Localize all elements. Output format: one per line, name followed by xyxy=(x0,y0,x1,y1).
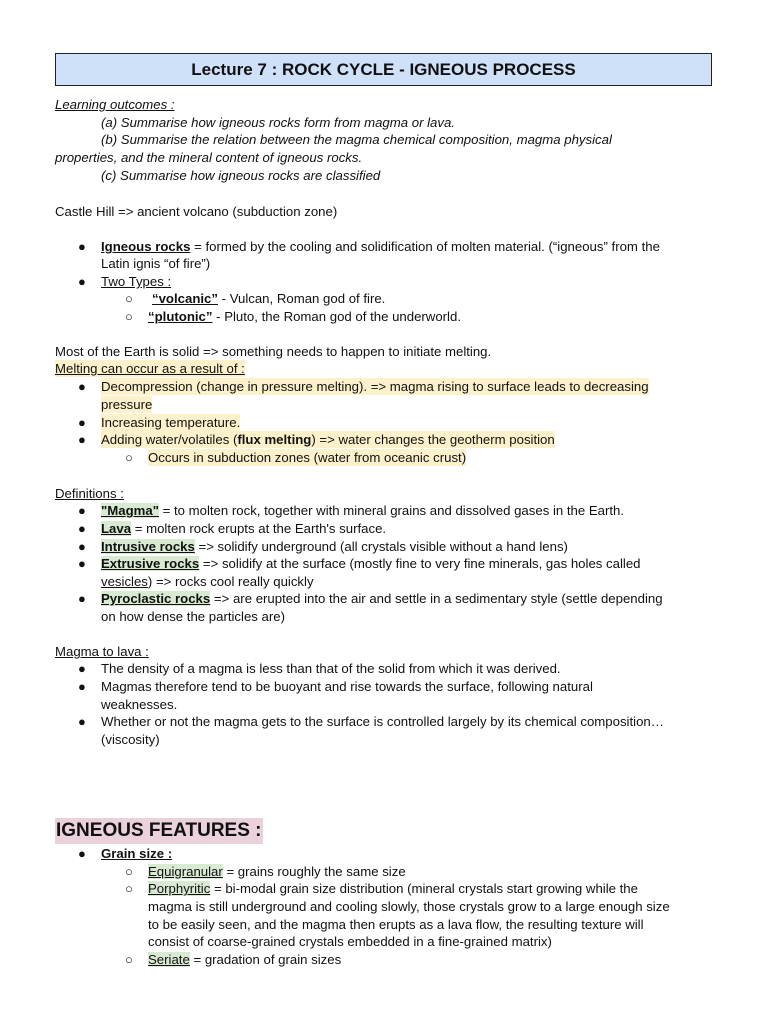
pyroclastic-def: => are erupted into the air and settle in a sedimentary style (settle depending xyxy=(210,591,663,606)
plutonic-desc: - Pluto, the Roman god of the underworld. xyxy=(212,309,461,324)
volcanic-line xyxy=(152,290,385,307)
bullet-icon: ● xyxy=(78,714,86,729)
bullet-icon: ● xyxy=(78,846,86,861)
sub-bullet-icon: ○ xyxy=(125,952,133,967)
grain-size-label: Grain size : xyxy=(101,846,173,861)
bullet-icon: ● xyxy=(78,521,86,536)
flux-melting-term: flux melting xyxy=(237,432,312,447)
sub-bullet-icon: ○ xyxy=(125,309,133,324)
buoyant-point-line2: weaknesses. xyxy=(101,697,178,712)
extrusive-definition-line1 xyxy=(101,555,641,572)
two-types-label: Two Types : xyxy=(101,274,172,289)
magma-definition xyxy=(101,502,624,519)
extrusive-definition-line2 xyxy=(101,573,314,590)
igneous-features-heading: IGNEOUS FEATURES : xyxy=(55,818,263,844)
intrusive-term: Intrusive rocks xyxy=(101,539,195,554)
equigranular-def: = grains roughly the same size xyxy=(222,864,406,879)
equigranular-line xyxy=(148,863,406,880)
volcanic-term: “volcanic” xyxy=(152,291,218,306)
composition-point-line2: (viscosity) xyxy=(101,732,160,747)
equigranular-term: Equigranular xyxy=(148,864,223,879)
bullet-icon: ● xyxy=(78,415,86,430)
extrusive-def-2: ) => rocks cool really quickly xyxy=(147,574,314,589)
water-pre: Adding water/volatiles ( xyxy=(101,432,238,447)
bullet-icon: ● xyxy=(78,432,86,447)
porphyritic-line3: to be easily seen, and the magma then erupts as a lava flow, the resulting texture will xyxy=(148,917,644,932)
bullet-icon: ● xyxy=(78,274,86,289)
page-title: Lecture 7 : ROCK CYCLE - IGNEOUS PROCESS xyxy=(191,59,576,79)
sub-bullet-icon: ○ xyxy=(125,881,133,896)
temperature-line: Increasing temperature. xyxy=(101,415,241,430)
bullet-icon: ● xyxy=(78,379,86,394)
igneous-definition-line1 xyxy=(101,238,660,255)
plutonic-term: “plutonic” xyxy=(148,309,213,324)
pyroclastic-term: Pyroclastic rocks xyxy=(101,591,211,606)
pyroclastic-definition-line1 xyxy=(101,590,663,607)
composition-point-line1: Whether or not the magma gets to the surface is controlled largely by its chemical composition… xyxy=(101,714,664,729)
intrusive-def: => solidify underground (all crystals visible without a hand lens) xyxy=(194,539,568,554)
bullet-icon: ● xyxy=(78,556,86,571)
definitions-heading: Definitions : xyxy=(55,486,124,501)
igneous-def: = formed by the cooling and solidification of molten material. (“igneous” from the xyxy=(190,239,660,254)
decompression-line1: Decompression (change in pressure melting). => magma rising to surface leads to decreasing xyxy=(101,379,649,394)
seriate-line xyxy=(148,951,341,968)
outcome-b-line1: (b) Summarise the relation between the magma chemical composition, magma physical xyxy=(101,132,612,147)
outcome-a: (a) Summarise how igneous rocks form from magma or lava. xyxy=(101,115,455,130)
seriate-def: = gradation of grain sizes xyxy=(189,952,342,967)
pyroclastic-definition-line2: on how dense the particles are) xyxy=(101,609,286,624)
melting-intro: Most of the Earth is solid => something needs to happen to initiate melting. xyxy=(55,344,492,359)
bullet-icon: ● xyxy=(78,661,86,676)
outcome-c: (c) Summarise how igneous rocks are classified xyxy=(101,168,381,183)
title-box xyxy=(55,53,712,86)
magma-to-lava-heading: Magma to lava : xyxy=(55,644,149,659)
sub-bullet-icon: ○ xyxy=(125,291,133,306)
lava-term: Lava xyxy=(101,521,132,536)
igneous-term: Igneous rocks xyxy=(101,239,191,254)
vesicles-term: vesicles xyxy=(101,574,148,589)
lava-definition xyxy=(101,520,386,537)
extrusive-term: Extrusive rocks xyxy=(101,556,200,571)
water-post: ) => water changes the geotherm position xyxy=(311,432,555,447)
melting-heading: Melting can occur as a result of : xyxy=(55,361,245,376)
seriate-term: Seriate xyxy=(148,952,190,967)
igneous-definition-line2: Latin ignis “of fire”) xyxy=(101,256,211,271)
sub-bullet-icon: ○ xyxy=(125,864,133,879)
sub-bullet-icon: ○ xyxy=(125,450,133,465)
magma-term: "Magma" xyxy=(101,503,159,518)
porphyritic-def: = bi-modal grain size distribution (mineral crystals start growing while the xyxy=(210,881,638,896)
castle-hill-line: Castle Hill => ancient volcano (subduction zone) xyxy=(55,204,338,219)
bullet-icon: ● xyxy=(78,539,86,554)
porphyritic-line2: magma is still underground and cooling slowly, those crystals grow to a large enough size xyxy=(148,899,670,914)
plutonic-line xyxy=(148,308,461,325)
buoyant-point-line1: Magmas therefore tend to be buoyant and rise towards the surface, following natural xyxy=(101,679,593,694)
magma-def: = to molten rock, together with mineral grains and dissolved gases in the Earth. xyxy=(158,503,625,518)
porphyritic-line4: consist of coarse-grained crystals embedded in a fine-grained matrix) xyxy=(148,934,552,949)
bullet-icon: ● xyxy=(78,679,86,694)
bullet-icon: ● xyxy=(78,503,86,518)
porphyritic-line1 xyxy=(148,880,638,897)
outcome-b-line2: properties, and the mineral content of igneous rocks. xyxy=(55,150,363,165)
volcanic-desc: - Vulcan, Roman god of fire. xyxy=(217,291,386,306)
water-line xyxy=(101,431,555,448)
bullet-icon: ● xyxy=(78,591,86,606)
decompression-line2: pressure xyxy=(101,397,153,412)
extrusive-def: => solidify at the surface (mostly fine to very fine minerals, gas holes called xyxy=(199,556,641,571)
porphyritic-term: Porphyritic xyxy=(148,881,211,896)
learning-outcomes-heading: Learning outcomes : xyxy=(55,97,175,112)
intrusive-definition xyxy=(101,538,568,555)
bullet-icon: ● xyxy=(78,239,86,254)
density-point: The density of a magma is less than that of the solid from which it was derived. xyxy=(101,661,561,676)
subduction-line: Occurs in subduction zones (water from oceanic crust) xyxy=(148,450,467,465)
lava-def: = molten rock erupts at the Earth's surface. xyxy=(131,521,387,536)
